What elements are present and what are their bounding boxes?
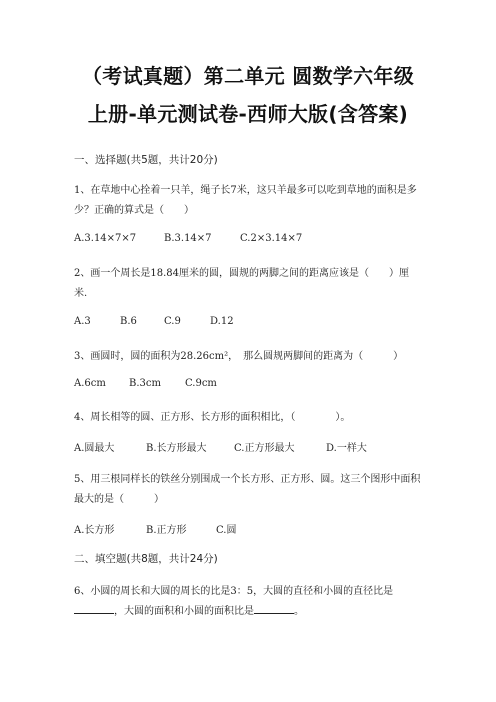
q4-option-d: D.一样大 [326,443,367,454]
section1-heading: 一、选择题(共5题，共计20分) [74,154,218,166]
q5-option-c: C.圆 [216,525,237,536]
q4-option-a: A.圆最大 [74,443,115,454]
q5-option-b: B.正方形 [146,525,187,536]
q2-option-a: A.3 [74,316,91,327]
q2-option-c: C.9 [164,316,181,327]
q1-text-line1: 1、在草地中心拴着一只羊，绳子长7米，这只羊最多可以吃到草地的面积是多 [74,185,417,196]
q2-text-line1: 2、画一个周长是18.84厘米的圆，圆规的两脚之间的距离应该是（ ）厘 [74,268,409,279]
q5-text-line2: 最大的是（ ） [74,494,164,505]
q2-text-line2: 米. [74,288,88,299]
q4-text-line1: 4、周长相等的圆、正方形、长方形的面积相比，（ ）。 [74,412,351,423]
q5-text-line1: 5、用三根同样长的铁丝分别围成一个长方形、正方形、圆。这三个图形中面积 [74,474,421,485]
q1-text-line2: 少？正确的算式是（ ） [74,205,194,216]
answer-blank-2[interactable] [254,603,294,614]
q6-text-line1: 6、小圆的周长和大圆的周长的比是3：5，大圆的直径和小圆的直径比是 [74,586,394,597]
answer-blank-1[interactable] [74,603,114,614]
q6-text-line2 [74,602,304,617]
section2-heading: 二、填空题(共8题，共计24分) [74,553,218,565]
q1-option-a: A.3.14×7×7 [74,233,137,244]
q4-option-b: B.长方形最大 [146,443,207,454]
q2-option-b: B.6 [120,316,137,327]
doc-title-line1: （考试真题）第二单元 圆数学六年级 [81,64,415,88]
q5-option-a: A.长方形 [74,525,115,536]
q2-option-d: D.12 [210,316,234,327]
q1-option-c: C.2×3.14×7 [240,233,303,244]
q6-text-end: 。 [294,606,304,617]
q4-option-c: C.正方形最大 [234,443,295,454]
q3-text-line1: 3、画圆时，圆的面积为28.26cm²， 那么圆规两脚间的距离为（ ） [74,351,404,362]
doc-title-line2: 上册-单元测试卷-西师大版(含答案) [87,102,409,126]
q1-option-b: B.3.14×7 [164,233,212,244]
q6-text-mid: ，大圆的面积和小圆的面积比是 [114,606,254,617]
q3-option-a: A.6cm [74,378,106,389]
q3-option-c: C.9cm [185,378,217,389]
q3-option-b: B.3cm [129,378,161,389]
